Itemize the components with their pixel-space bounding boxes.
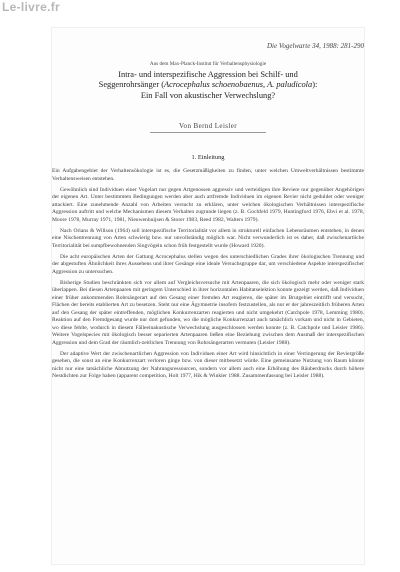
journal-reference: Die Vogelwarte 34, 1988: 281-290: [266, 42, 364, 50]
paragraph-3: Nach Orians & Willson (1964) soll interspezifische Territorialität vor allem in strukturell einfachen Lebensräumen entstehen, in denen eine Nischentrennung von Arten schwierig bzw. nur unvollständig möglich war. Nicht verwunderlich ist es daher, daß zwischenartliche Territorialität bei sumpfbewohnenden Singvögeln schon früh festgestellt wurde (Howard 1920).: [52, 227, 364, 249]
article-title: [76, 70, 340, 101]
body-text: [52, 168, 364, 385]
author-byline: Von Bernd Leisler: [179, 122, 237, 130]
watermark: Le-livre.fr: [2, 0, 60, 14]
paragraph-6: Der adaptive Wert der zwischenartlichen Aggression von Individuen einer Art wird hinsichtlich in einer Verringerung der Reviergröße gesehen, die sonst an eine Konkurrenzart verloren ginge bzw. von dieser mitbesetzt würde. Eine gemeinsame Nutzung von Raum könnte nicht nur eine tatsächliche Abnutzung der Nahrungsressourcen, sondern vor allem auch eine Erhöhung des Räuberdrucks durch höhere Nestdichten zur Folge haben (apparent competition, Holt 1977, Hik & Winkler 1988. Zusammenfassung bei Leisler 1988).: [52, 350, 364, 380]
title-line-3: Ein Fall von akustischer Verwechslung?: [140, 90, 276, 100]
title-line-2-pre: Seggenrohrsänger (: [98, 80, 165, 90]
title-line-1: Intra- und interspezifische Aggression bei Schilf- und: [118, 70, 298, 79]
author-divider: [150, 132, 266, 133]
paragraph-1: Ein Aufgabengebiet der Verhaltensökologie ist es, die Gesetzmäßigkeiten zu finden, unter welchen Umweltverhältnissen bestimmte Verhaltensweisen entstehen.: [52, 168, 364, 182]
document-page: [52, 28, 364, 564]
paragraph-4: Die acht europäischen Arten der Gattung Acrocephalus stellen wegen des unterschiedlichen Grades ihrer ökologischen Trennung und der abgestuften Ähnlichkeit ihres Aussehens und ihrer Gesänge eine ideale Versuchsgruppe dar, um verschiedene Aspekte interspezifischer Aggression zu untersuchen.: [52, 253, 364, 275]
species-names: Acrocephalus schoenobaenus, A. paludicola: [164, 80, 313, 90]
institute-line: Aus dem Max-Planck-Institut für Verhaltensphysiologie: [149, 61, 267, 67]
title-line-2-post: ):: [312, 80, 318, 90]
title-line-2: [76, 80, 340, 90]
section-heading: 1. Einleitung: [191, 154, 225, 161]
paragraph-2: Gewöhnlich sind Individuen einer Vogelart nur gegen Artgenossen aggressiv und verteidigen ihre Reviere nur gegenüber Angehörigen der eigenen Art. Unter bestimmten Bedingungen werden aber auch artfremde Individuen im eigenen Revier nicht geduldet oder weniger attackiert. Eine zunehmende Anzahl von Arbeiten versucht zu erklären, unter welchen ökologischen Verhältnissen interspezifische Aggression auftritt und welche Mechanismen diesem Verhalten zugrunde liegen (z. B. Gochfeld 1979, Huntingford 1976, Ebvi et al. 1978, Moore 1978, Murray 1971, 1981, Nieuwenhuijsen & Storer 1983, Reed 1982, Walters 1979).: [52, 186, 364, 223]
paragraph-5: Bisherige Studien beschränkten sich vor allem auf Vergleichsversuche mit Artenpaaren, die sich ökologisch mehr oder weniger stark überlappen. Bei diesen Artenpaaren mit geringem Unterschied in ihrer horizontalen Habitatselektion konnte gezeigt werden, daß Individuen einer früher ankommenden Rohrsängerart auf den Gesang einer fremden Art reagieren, die später im Brutgebiet eintrifft und versucht, Flächen der bereits etablierten Art zu besetzen. Steht nur eine Ägymnetrie insofern festzustellen, als nur er der jahreszeitlich früheren Arten auf den Gesang der später eintreffenden, möglichen Konkurrenzarten reagierten und nicht umgekehrt (Catchpole 1978, Lemming 1980). Reaktion auf den Fremdgesang wurde nur dort gefunden, wo die mögliche Konkurrenzart auch tatsächlich vorkam und nicht in Gebieten, wo diese fehlte, wodurch in diesem Fälleeinakustische Verwechslung ausgeschlossen werden konnte (z. B. Catchpole und Leisler 1986). Weitere Vogelspecies mit ökologisch besser separierten Artenpaaren ließen eine Beziehung zwischen dem Ausmaß der interspezifischen Aggression und dem Grad der räumlich-zeitlichen Trennung von Rohrsängerarten vermuten (Leisler 1988).: [52, 279, 364, 346]
